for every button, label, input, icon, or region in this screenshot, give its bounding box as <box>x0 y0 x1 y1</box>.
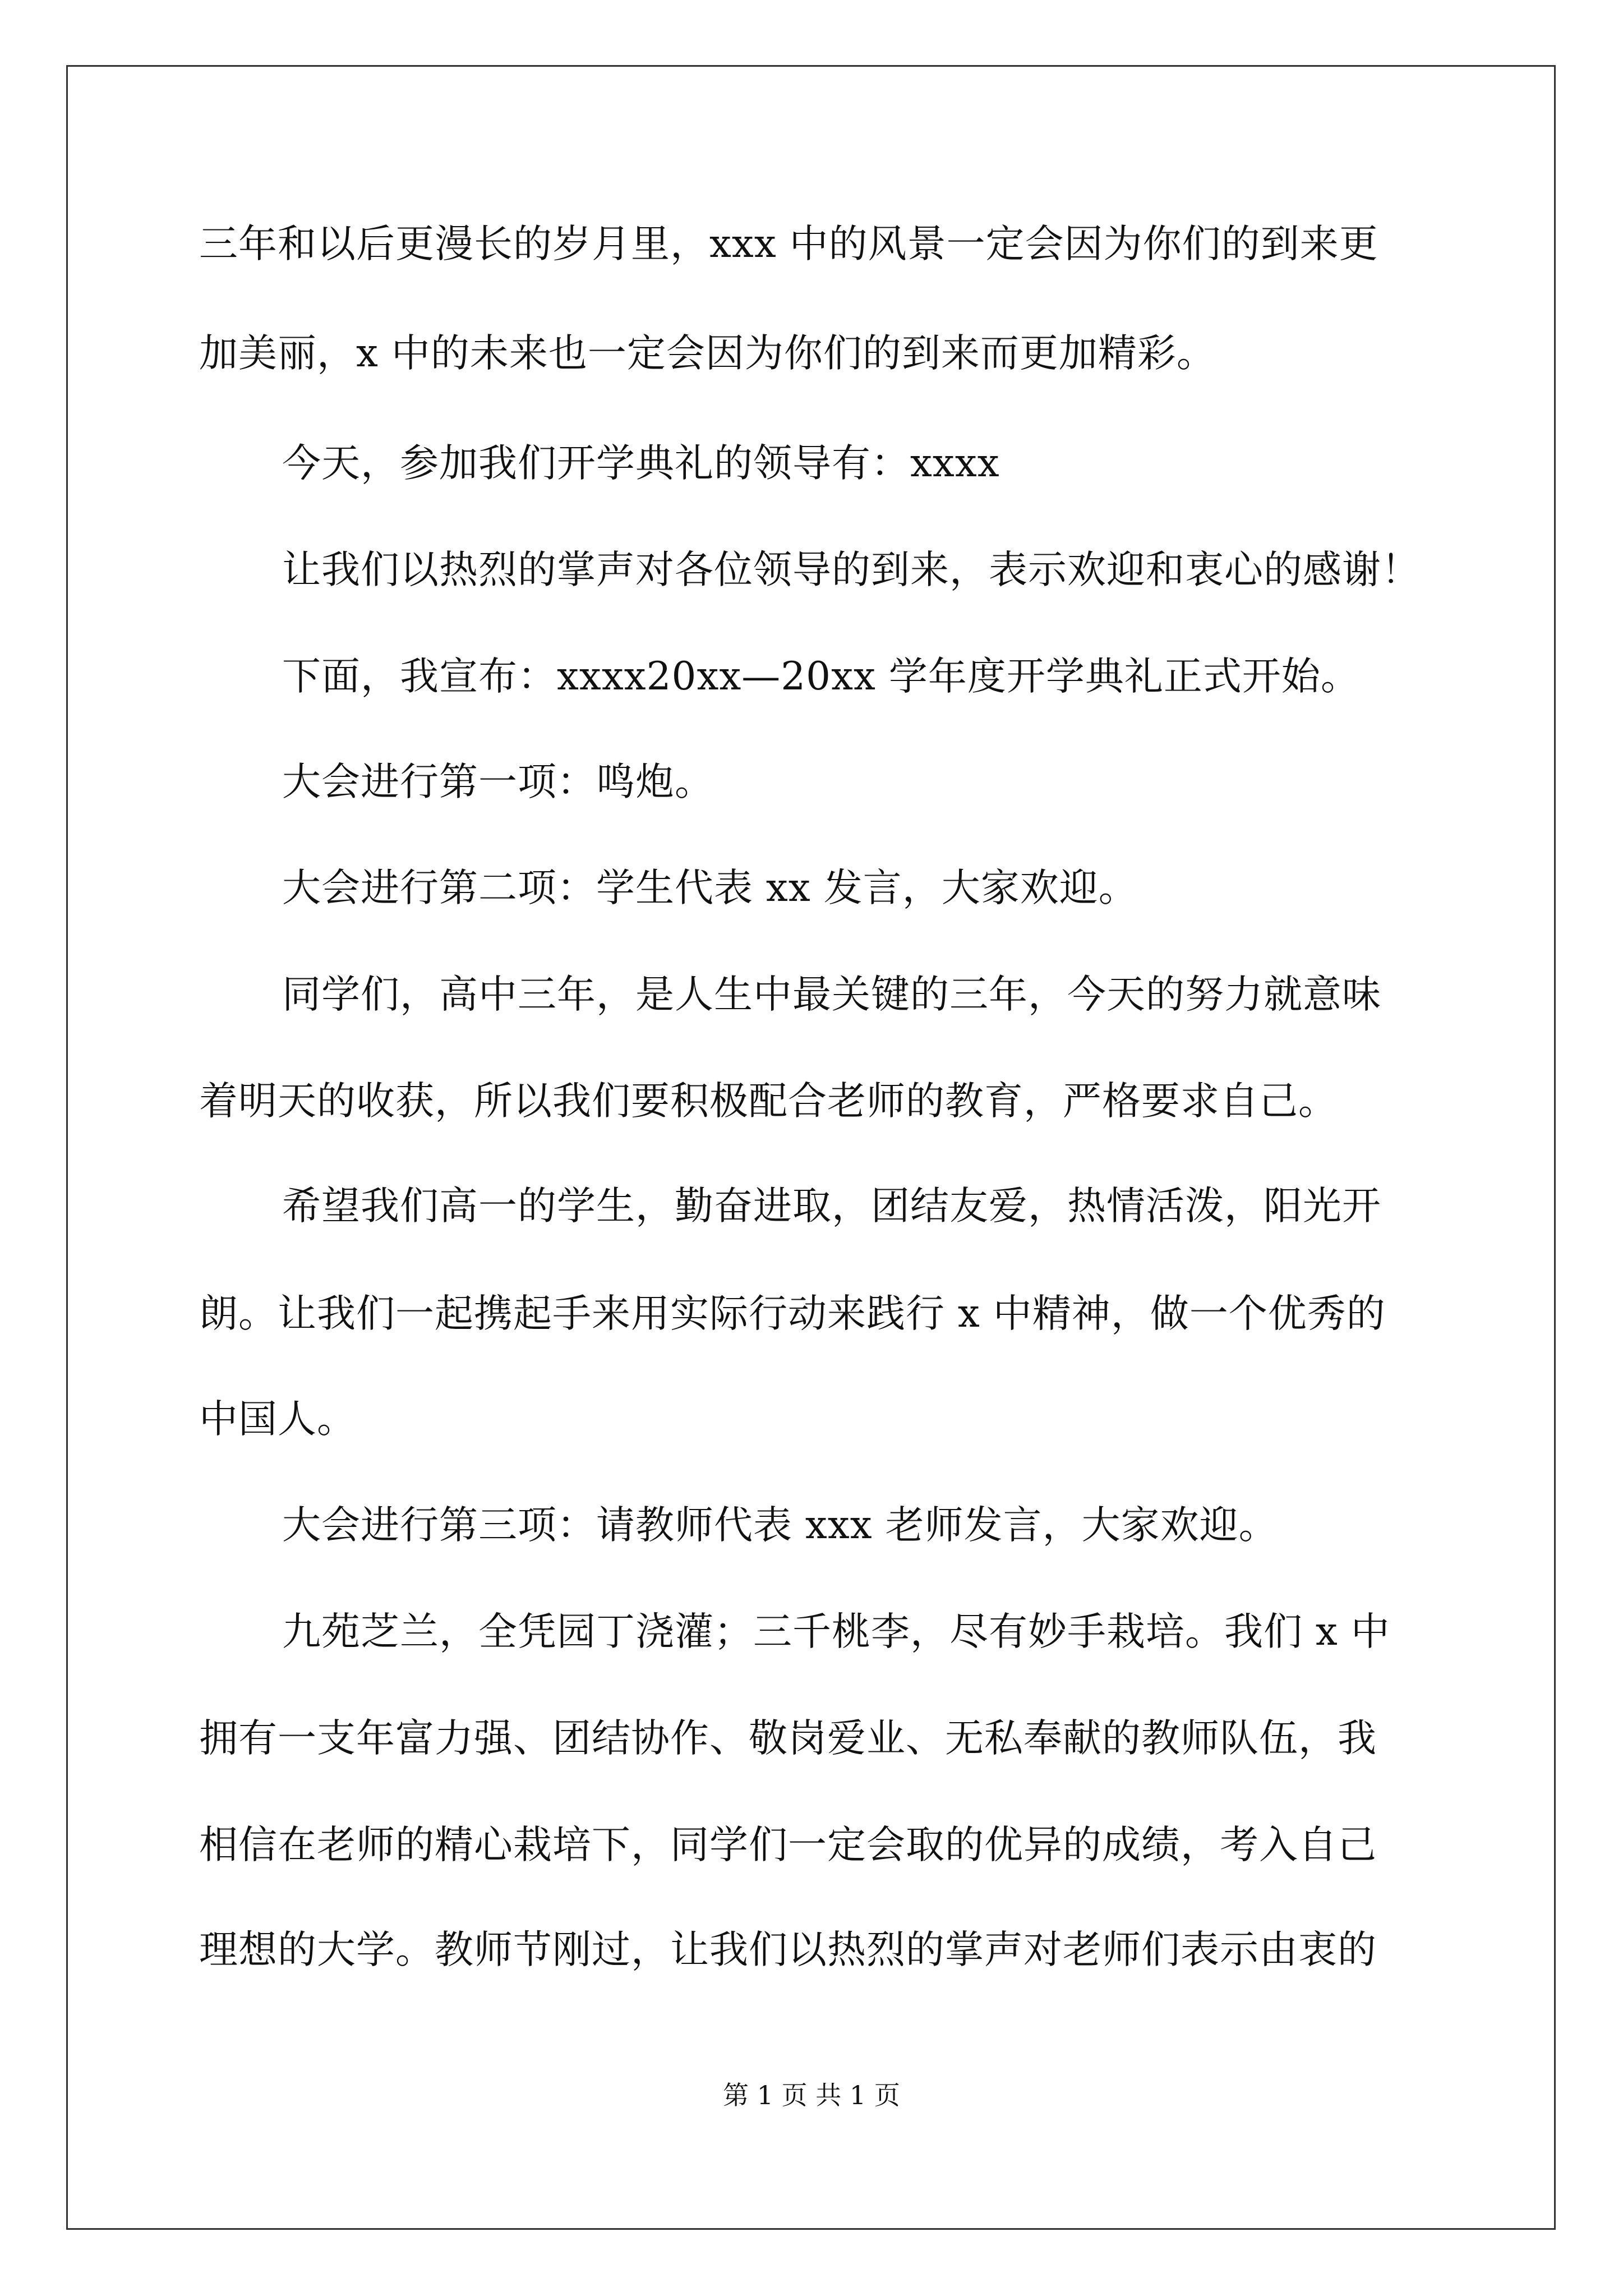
page-border <box>66 65 1556 2230</box>
text-line: 大会进行第三项：请教师代表 xxx 老师发言，大家欢迎。 <box>282 1503 1278 1548</box>
text-line: 朗。让我们一起携起手来用实际行动来践行 x 中精神，做一个优秀的 <box>199 1291 1386 1336</box>
text-line: 让我们以热烈的掌声对各位领导的到来，表示欢迎和衷心的感谢！ <box>282 547 1421 592</box>
text-line: 加美丽，x 中的未来也一定会因为你们的到来而更加精彩。 <box>199 331 1216 376</box>
text-line: 下面，我宣布：xxxx20xx—20xx 学年度开学典礼正式开始。 <box>282 654 1360 699</box>
text-line: 大会进行第一项：鸣炮。 <box>282 760 714 804</box>
page-number: 第 1 页 共 1 页 <box>723 2080 900 2110</box>
text-line: 同学们，高中三年，是人生中最关键的三年，今天的努力就意味 <box>282 972 1381 1017</box>
text-line: 九苑芝兰，全凭园丁浇灌；三千桃李，尽有妙手栽培。我们 x 中 <box>282 1609 1390 1654</box>
text-line: 大会进行第二项：学生代表 xx 发言，大家欢迎。 <box>282 866 1138 910</box>
text-line: 中国人。 <box>199 1397 356 1442</box>
text-line: 相信在老师的精心栽培下，同学们一定会取的优异的成绩，考入自己 <box>199 1823 1377 1867</box>
text-line: 着明天的收获，所以我们要积极配合老师的教育，严格要求自己。 <box>199 1079 1338 1124</box>
text-line: 希望我们高一的学生，勤奋进取，团结友爱，热情活泼，阳光开 <box>282 1184 1381 1228</box>
text-line: 三年和以后更漫长的岁月里，xxx 中的风景一定会因为你们的到来更 <box>199 222 1378 266</box>
text-line: 拥有一支年富力强、团结协作、敬岗爱业、无私奉献的教师队伍，我 <box>199 1716 1377 1761</box>
text-line: 理想的大学。教师节刚过，让我们以热烈的掌声对老师们表示由衷的 <box>199 1927 1377 1972</box>
text-line: 今天，参加我们开学典礼的领导有：xxxx <box>282 441 1000 486</box>
